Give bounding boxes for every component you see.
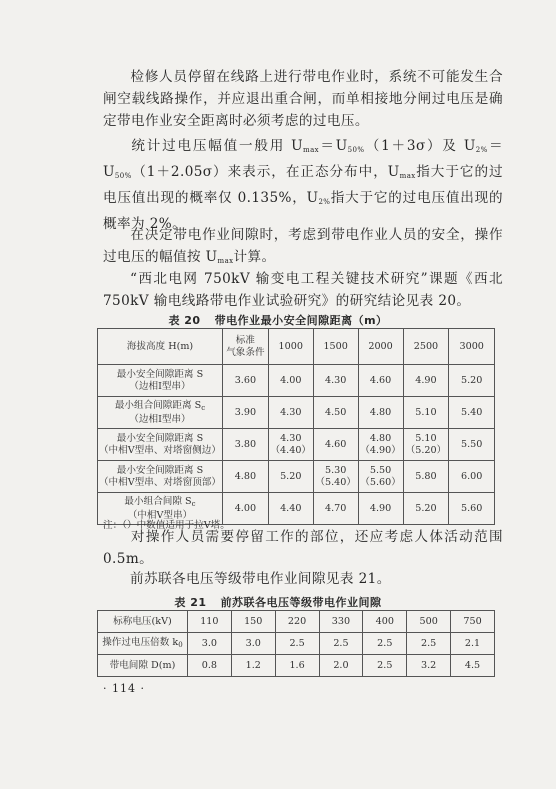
table-cell: 4.80 （4.90） (358, 429, 403, 461)
table-cell: 5.10 （5.20） (403, 429, 449, 461)
table-cell: 500 (407, 611, 451, 633)
header-altitude: 海拔高度 H(m) (98, 329, 223, 365)
table-cell: 5.50 (449, 429, 495, 461)
table-cell: 2.5 (363, 633, 407, 655)
table-cell: 3.0 (231, 633, 275, 655)
table-cell: 5.80 (403, 461, 449, 493)
row-label: 标称电压(kV) (98, 611, 188, 633)
row-label: 最小安全间隙距离 S （中相Ⅴ型串、对塔窗侧边） (98, 429, 223, 461)
table-cell: 750 (451, 611, 495, 633)
table-cell: 2.1 (451, 633, 495, 655)
table-cell: 4.50 (313, 397, 358, 429)
header-altitude-value: 3000 (449, 329, 495, 365)
paragraph-1: 检修人员停留在线路上进行带电作业时，系统不可能发生合闸空载线路操作，并应退出重合闸，而单相接地分闸过电压是确定带电作业安全距离时必须考虑的过电压。 (103, 69, 503, 129)
table-cell: 2.5 (363, 655, 407, 677)
row-label: 最小组合间隙 $S_c$ （中相Ⅴ型串） (98, 493, 223, 525)
table-cell: 5.40 (449, 397, 495, 429)
table-cell: 4.30 (268, 397, 313, 429)
table-header-row (98, 329, 495, 365)
table-cell: 4.80 (358, 397, 403, 429)
table-cell: 4.30 （4.40） (268, 429, 313, 461)
table-cell: 3.60 (222, 365, 268, 397)
table-cell: 4.60 (358, 365, 403, 397)
header-altitude-value: 2000 (358, 329, 403, 365)
table-cell: 4.80 (222, 461, 268, 493)
table-20-number: 表 20 (168, 314, 201, 327)
table-cell: 150 (231, 611, 275, 633)
table-cell: 4.70 (313, 493, 358, 525)
row-label: 最小组合间隙距离 $S_c$ （边相Ⅰ型串） (98, 397, 223, 429)
header-altitude-value: 1000 (268, 329, 313, 365)
table-cell: 5.20 (449, 365, 495, 397)
table-cell: 1.6 (275, 655, 319, 677)
table-20-title: 带电作业最小安全间隙距离（m） (214, 314, 388, 327)
table-cell: 4.40 (268, 493, 313, 525)
table-cell: 5.20 (403, 493, 449, 525)
table-cell: 2.5 (275, 633, 319, 655)
table-cell: 0.8 (187, 655, 231, 677)
table-20-caption (0, 312, 556, 328)
paragraph-5: 对操作人员需要停留工作的部位，还应考虑人体活动范围 0.5m。 (103, 529, 503, 567)
table-cell: 2.5 (407, 633, 451, 655)
table-cell: 2.0 (319, 655, 363, 677)
table-cell: 5.50 （5.60） (358, 461, 403, 493)
table-cell: 2.5 (319, 633, 363, 655)
paragraph-2: 统计过电压幅值一般用 $U_{max}=U_{50\%}(1+3\sigma)$及 $U_{2\%}=U_{50\%}(1+2.05\sigma)$来表示，在正态分布中，$U_{max}$指大于它的过电压值出现的概率仅 0.135%，$U_{2\%}$指大于它的过电压值出现的概率为 2%。 (103, 138, 503, 232)
row-label: 最小安全间隙距离 S （中相Ⅴ型串、对塔窗顶部） (98, 461, 223, 493)
table-cell: 4.5 (451, 655, 495, 677)
table-cell: 3.80 (222, 429, 268, 461)
table-cell: 5.60 (449, 493, 495, 525)
table-cell: 110 (187, 611, 231, 633)
table-cell: 4.90 (358, 493, 403, 525)
table-row (98, 365, 495, 397)
table-21-caption (0, 594, 556, 610)
paragraph-3: 在决定带电作业间隙时，考虑到带电作业人员的安全，操作过电压的幅值按 $U_{max}$计算。 (103, 227, 503, 265)
table-row (98, 611, 495, 633)
header-altitude-value: 1500 (313, 329, 358, 365)
table-21 (97, 610, 495, 677)
table-row (98, 397, 495, 429)
table-row (98, 655, 495, 677)
table-cell: 3.0 (187, 633, 231, 655)
table-20 (97, 328, 495, 525)
table-cell: 330 (319, 611, 363, 633)
row-label: 带电间隙 D(m) (98, 655, 188, 677)
table-row (98, 633, 495, 655)
table-cell: 4.00 (268, 365, 313, 397)
table-cell: 400 (363, 611, 407, 633)
table-row (98, 429, 495, 461)
row-label: 操作过电压倍数 $k_0$ (98, 633, 188, 655)
table-20-note: 注：（）中数值适用于拉Ⅴ塔。 (103, 520, 230, 531)
table-cell: 4.90 (403, 365, 449, 397)
table-cell: 5.30 （5.40） (313, 461, 358, 493)
table-row (98, 461, 495, 493)
table-21-number: 表 21 (174, 596, 207, 609)
table-cell: 3.2 (407, 655, 451, 677)
table-cell: 4.60 (313, 429, 358, 461)
table-cell: 4.00 (222, 493, 268, 525)
table-cell: 220 (275, 611, 319, 633)
table-cell: 5.20 (268, 461, 313, 493)
header-altitude-value: 2500 (403, 329, 449, 365)
table-21-title: 前苏联各电压等级带电作业间隙 (220, 596, 382, 609)
row-label: 最小安全间隙距离 S （边相Ⅰ型串） (98, 365, 223, 397)
header-standard-condition: 标准 气象条件 (222, 329, 268, 365)
table-cell: 5.10 (403, 397, 449, 429)
paragraph-6: 前苏联各电压等级带电作业间隙见表 21。 (130, 571, 391, 587)
table-cell: 3.90 (222, 397, 268, 429)
page-number: · 114 · (103, 682, 145, 695)
paragraph-4: “西北电网 750kV 输变电工程关键技术研究”课题《西北 750kV 输电线路带电作业试验研究》的研究结论见表 20。 (103, 271, 503, 309)
table-cell: 6.00 (449, 461, 495, 493)
table-cell: 1.2 (231, 655, 275, 677)
table-cell: 4.30 (313, 365, 358, 397)
